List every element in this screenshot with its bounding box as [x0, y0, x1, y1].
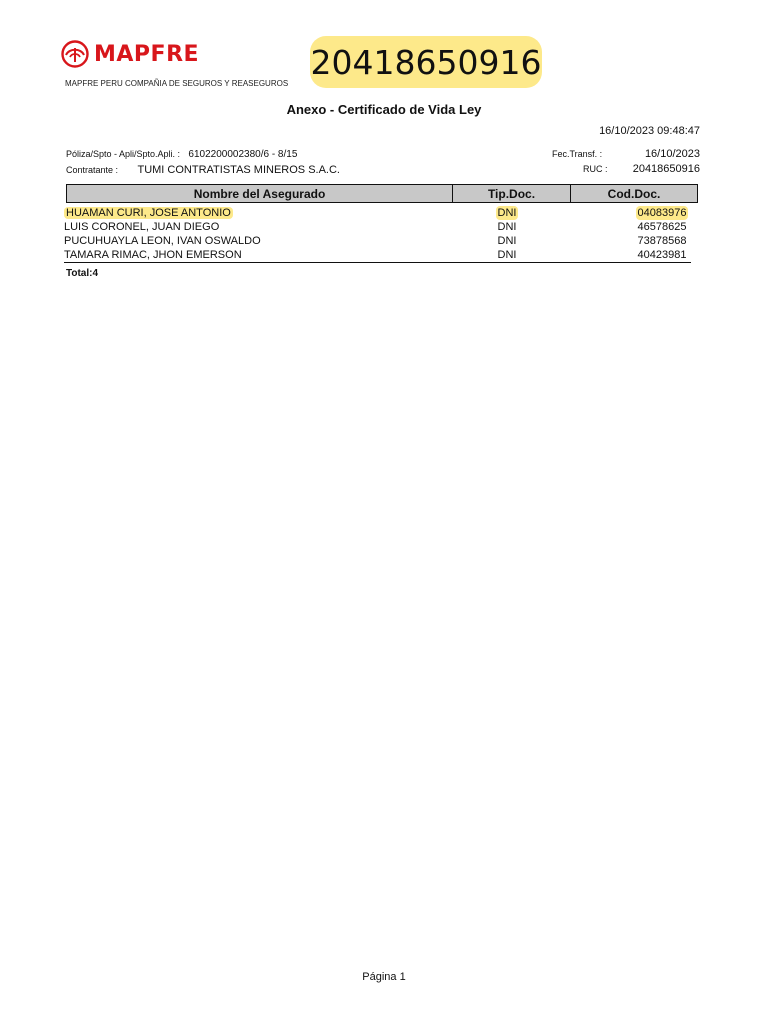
table-row — [64, 220, 691, 234]
ruc-label: RUC : — [583, 164, 608, 174]
brand-name: MAPFRE — [94, 41, 200, 67]
poliza-line — [66, 149, 297, 160]
mapfre-emblem-icon — [61, 40, 89, 68]
page-number: Página 1 — [362, 971, 406, 983]
doc-type: DNI — [497, 249, 517, 261]
doc-number: 73878568 — [637, 235, 687, 247]
insured-name: LUIS CORONEL, JUAN DIEGO — [64, 221, 220, 233]
company-name: MAPFRE PERU COMPAÑIA DE SEGUROS Y REASEGUROS — [65, 79, 289, 88]
column-header-name: Nombre del Asegurado — [67, 185, 453, 202]
highlighted-ruc: 20418650916 — [310, 36, 542, 88]
ruc-value: 20418650916 — [632, 163, 700, 175]
insured-name: HUAMAN CURI, JOSE ANTONIO — [66, 207, 231, 219]
poliza-value: 6102200002380/6 - 8/15 — [188, 149, 298, 160]
mapfre-logo — [61, 40, 199, 68]
document-title: Anexo - Certificado de Vida Ley — [286, 102, 482, 117]
contratante-value: TUMI CONTRATISTAS MINEROS S.A.C. — [137, 164, 340, 176]
print-datetime: 16/10/2023 09:48:47 — [599, 125, 700, 137]
table-row — [64, 234, 691, 248]
contratante-label: Contratante : — [66, 165, 119, 175]
insured-name: TAMARA RIMAC, JHON EMERSON — [64, 249, 242, 261]
table-bottom-rule — [64, 262, 691, 263]
poliza-label: Póliza/Spto - Apli/Spto.Apli. : — [66, 149, 181, 159]
doc-number: 46578625 — [637, 221, 687, 233]
doc-type: DNI — [497, 221, 517, 233]
column-header-tipdoc: Tip.Doc. — [453, 185, 571, 202]
doc-type: DNI — [497, 207, 517, 219]
doc-type: DNI — [497, 235, 517, 247]
table-header — [66, 184, 698, 203]
fec-transf-value: 16/10/2023 — [644, 148, 700, 160]
total-count: Total:4 — [66, 268, 99, 279]
table-row — [64, 248, 691, 262]
column-header-coddoc: Cod.Doc. — [607, 186, 661, 201]
doc-number: 40423981 — [637, 249, 687, 261]
table-body — [64, 206, 691, 262]
insured-name: PUCUHUAYLA LEON, IVAN OSWALDO — [64, 235, 261, 247]
contratante-line — [66, 164, 340, 176]
fec-transf-label: Fec.Transf. : — [552, 149, 603, 159]
doc-number: 04083976 — [637, 207, 687, 219]
table-row — [64, 206, 691, 220]
